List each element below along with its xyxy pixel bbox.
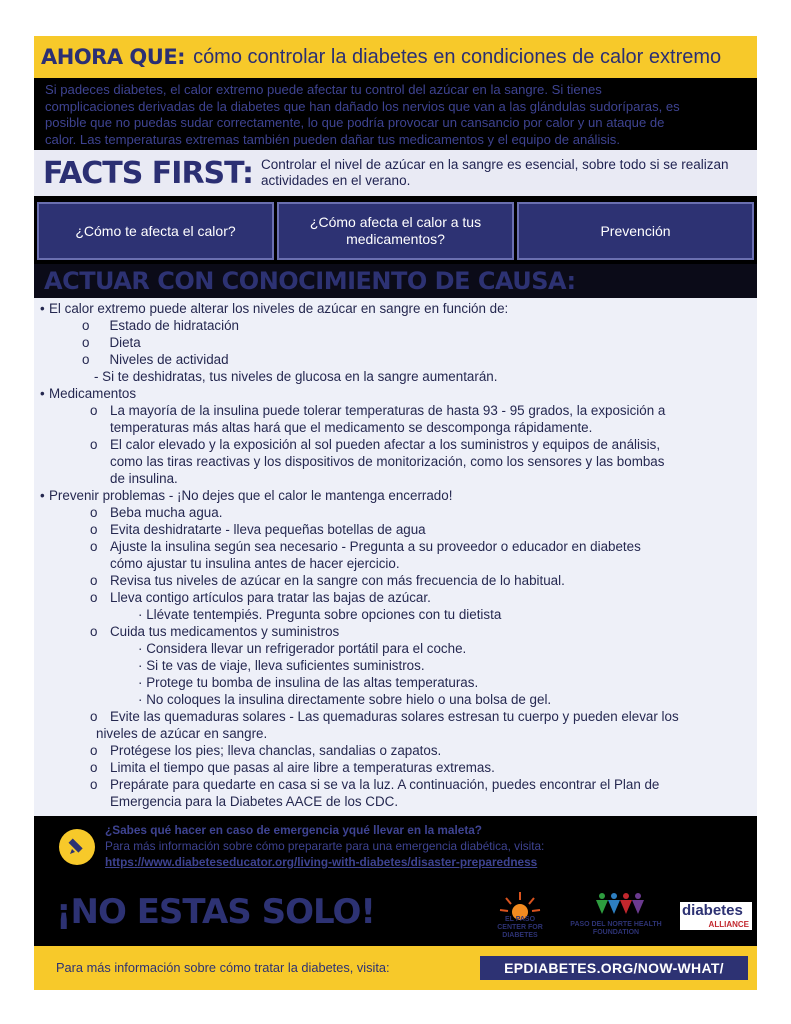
- footer-bar: [34, 946, 757, 990]
- logo-diabetes-name: diabetes: [682, 902, 743, 919]
- facts-first-bar: [34, 150, 757, 196]
- list-item-cont: como las tiras reactivas y los dispositivos de monitorización, como los sensores y las bombas: [110, 454, 665, 469]
- circle-bullet-icon: o: [82, 318, 90, 333]
- list-item: o Limita el tiempo que pasas al aire libre a temperaturas extremas.: [90, 760, 495, 775]
- list-item-cont: niveles de azúcar en sangre.: [96, 726, 268, 741]
- circle-bullet-icon: o: [90, 573, 98, 588]
- footer-text: Para más información sobre cómo tratar la diabetes, visita:: [56, 960, 390, 975]
- emergency-question: ¿Sabes qué hacer en caso de emergencia yqué llevar en la maleta?: [105, 823, 483, 837]
- flyer: [34, 36, 757, 990]
- circle-bullet-icon: o: [90, 777, 98, 792]
- list-note: - Si te deshidratas, tus niveles de glucosa en la sangre aumentarán.: [94, 369, 498, 384]
- sub-list-item: · No coloques la insulina directamente sobre hielo o una bolsa de gel.: [138, 692, 552, 707]
- emergency-text: [105, 822, 745, 870]
- circle-bullet-icon: o: [90, 539, 98, 554]
- facts-first-text: Controlar el nivel de azúcar en la sangre es esencial, sobre todo si se realizan actividades en el verano.: [260, 157, 729, 188]
- intro-line: Si padeces diabetes, el calor extremo puede afectar tu control del azúcar en la sangre. Si tienes: [45, 82, 602, 97]
- emergency-link[interactable]: https://www.diabeteseducator.org/living-with-diabetes/disaster-preparedness: [105, 855, 538, 869]
- bullet-icon: •: [40, 488, 45, 503]
- facts-first-heading: FACTS FIRST:: [43, 155, 253, 191]
- tab-heat-effect[interactable]: ¿Cómo te afecta el calor?: [37, 202, 274, 260]
- people-icon: [562, 890, 670, 920]
- circle-bullet-icon: o: [90, 590, 98, 605]
- list-item: o Evite las quemaduras solares - Las quemaduras solares estresan tu cuerpo y pueden elevar los: [90, 709, 679, 724]
- circle-bullet-icon: o: [90, 743, 98, 758]
- list-item-cont: de insulina.: [110, 471, 178, 486]
- intro-paragraph: [34, 78, 757, 150]
- list-item: o Cuida tus medicamentos y suministros: [90, 624, 340, 639]
- dot-bullet-icon: ·: [138, 607, 147, 622]
- list-item: • Prevenir problemas - ¡No dejes que el calor le mantenga encerrado!: [40, 488, 453, 503]
- tab-medication-effect[interactable]: ¿Cómo afecta el calor a tus medicamentos?: [277, 202, 514, 260]
- list-item-cont: Emergencia para la Diabetes AACE de los CDC.: [110, 794, 399, 809]
- list-item: o Beba mucha agua.: [90, 505, 223, 520]
- emergency-box: [34, 816, 757, 884]
- list-item: o Evita deshidratarte - lleva pequeñas botellas de agua: [90, 522, 426, 537]
- logo-el-paso-center: [490, 890, 550, 940]
- circle-bullet-icon: o: [90, 709, 98, 724]
- topic-tabs: [34, 198, 757, 264]
- dot-bullet-icon: ·: [138, 641, 147, 656]
- list-item-cont: temperaturas más altas hará que el medicamento se descomponga rápidamente.: [110, 420, 593, 435]
- list-item: o El calor elevado y la exposición al sol pueden afectar a los suministros y equipos de análisis,: [90, 437, 661, 452]
- sub-list-item: · Llévate tentempiés. Pregunta sobre opciones con tu dietista: [138, 607, 502, 622]
- title-bar: [34, 36, 757, 78]
- dot-bullet-icon: ·: [138, 675, 147, 690]
- bullet-icon: •: [40, 301, 45, 316]
- list-item: o Ajuste la insulina según sea necesario - Pregunta a su proveedor o educador en diabetes: [90, 539, 641, 554]
- circle-bullet-icon: o: [90, 505, 98, 520]
- dot-bullet-icon: ·: [138, 658, 147, 673]
- section-heading: ACTUAR CON CONOCIMIENTO DE CAUSA:: [34, 264, 757, 298]
- list-item: o Protégese los pies; lleva chanclas, sandalias o zapatos.: [90, 743, 442, 758]
- circle-bullet-icon: o: [90, 760, 98, 775]
- logo-paso-del-norte-name: PASO DEL NORTE HEALTH FOUNDATION: [570, 921, 662, 936]
- circle-bullet-icon: o: [90, 437, 98, 452]
- list-item: o La mayoría de la insulina puede tolerar temperaturas de hasta 93 - 95 grados, la exposición a: [90, 403, 666, 418]
- tab-prevention[interactable]: Prevención: [517, 202, 754, 260]
- circle-bullet-icon: o: [90, 522, 98, 537]
- list-item: o Lleva contigo artículos para tratar las bajas de azúcar.: [90, 590, 431, 605]
- list-item: o Niveles de actividad: [82, 352, 229, 367]
- sub-list-item: · Protege tu bomba de insulina de las altas temperaturas.: [138, 675, 479, 690]
- content-body: [34, 298, 757, 816]
- dot-bullet-icon: ·: [138, 692, 147, 707]
- list-item: o Dieta: [82, 335, 141, 350]
- list-item: • El calor extremo puede alterar los niveles de azúcar en sangre en función de:: [40, 301, 509, 316]
- sub-list-item: · Considera llevar un refrigerador portátil para el coche.: [138, 641, 467, 656]
- list-item: o Revisa tus niveles de azúcar en la sangre con más frecuencia de lo habitual.: [90, 573, 565, 588]
- pencil-icon: [59, 829, 95, 865]
- circle-bullet-icon: o: [90, 403, 98, 418]
- bullet-icon: •: [40, 386, 45, 401]
- banner: [34, 884, 757, 946]
- circle-bullet-icon: o: [90, 624, 98, 639]
- list-item: o Estado de hidratación: [82, 318, 239, 333]
- logo-paso-del-norte: [562, 890, 670, 940]
- list-item: o Prepárate para quedarte en casa si se va la luz. A continuación, puedes encontrar el Plan de: [90, 777, 660, 792]
- list-item: • Medicamentos: [40, 386, 137, 401]
- emergency-subtext: Para más información sobre cómo prepararte para una emergencia diabética, visita:: [105, 839, 545, 853]
- intro-line: complicaciones derivadas de la diabetes que han dañado los nervios que van a las glándulas sudoríparas, es: [45, 98, 680, 114]
- intro-line: calor. Las temperaturas extremas también pueden dañar tus medicamentos y el equipo de análisis.: [45, 131, 620, 147]
- logo-diabetes-alliance: [680, 902, 752, 930]
- circle-bullet-icon: o: [82, 335, 90, 350]
- website-button[interactable]: EPDIABETES.ORG/NOW-WHAT/: [480, 956, 748, 980]
- intro-line: posible que no puedas sudar correctamente, lo que podría provocar un cansancio por calor y un ataque de: [45, 115, 665, 131]
- list-item-cont: cómo ajustar tu insulina antes de hacer ejercicio.: [110, 556, 400, 571]
- title-brand: AHORA QUE:: [41, 45, 186, 69]
- banner-text: ¡NO ESTAS SOLO!: [56, 892, 375, 932]
- logo-el-paso-name: EL PASO CENTER FOR DIABETES: [497, 916, 543, 939]
- logo-alliance-name: ALLIANCE: [708, 920, 749, 929]
- sub-list-item: · Si te vas de viaje, lleva suficientes suministros.: [138, 658, 425, 673]
- circle-bullet-icon: o: [82, 352, 90, 367]
- page-title: cómo controlar la diabetes en condiciones de calor extremo: [193, 45, 722, 68]
